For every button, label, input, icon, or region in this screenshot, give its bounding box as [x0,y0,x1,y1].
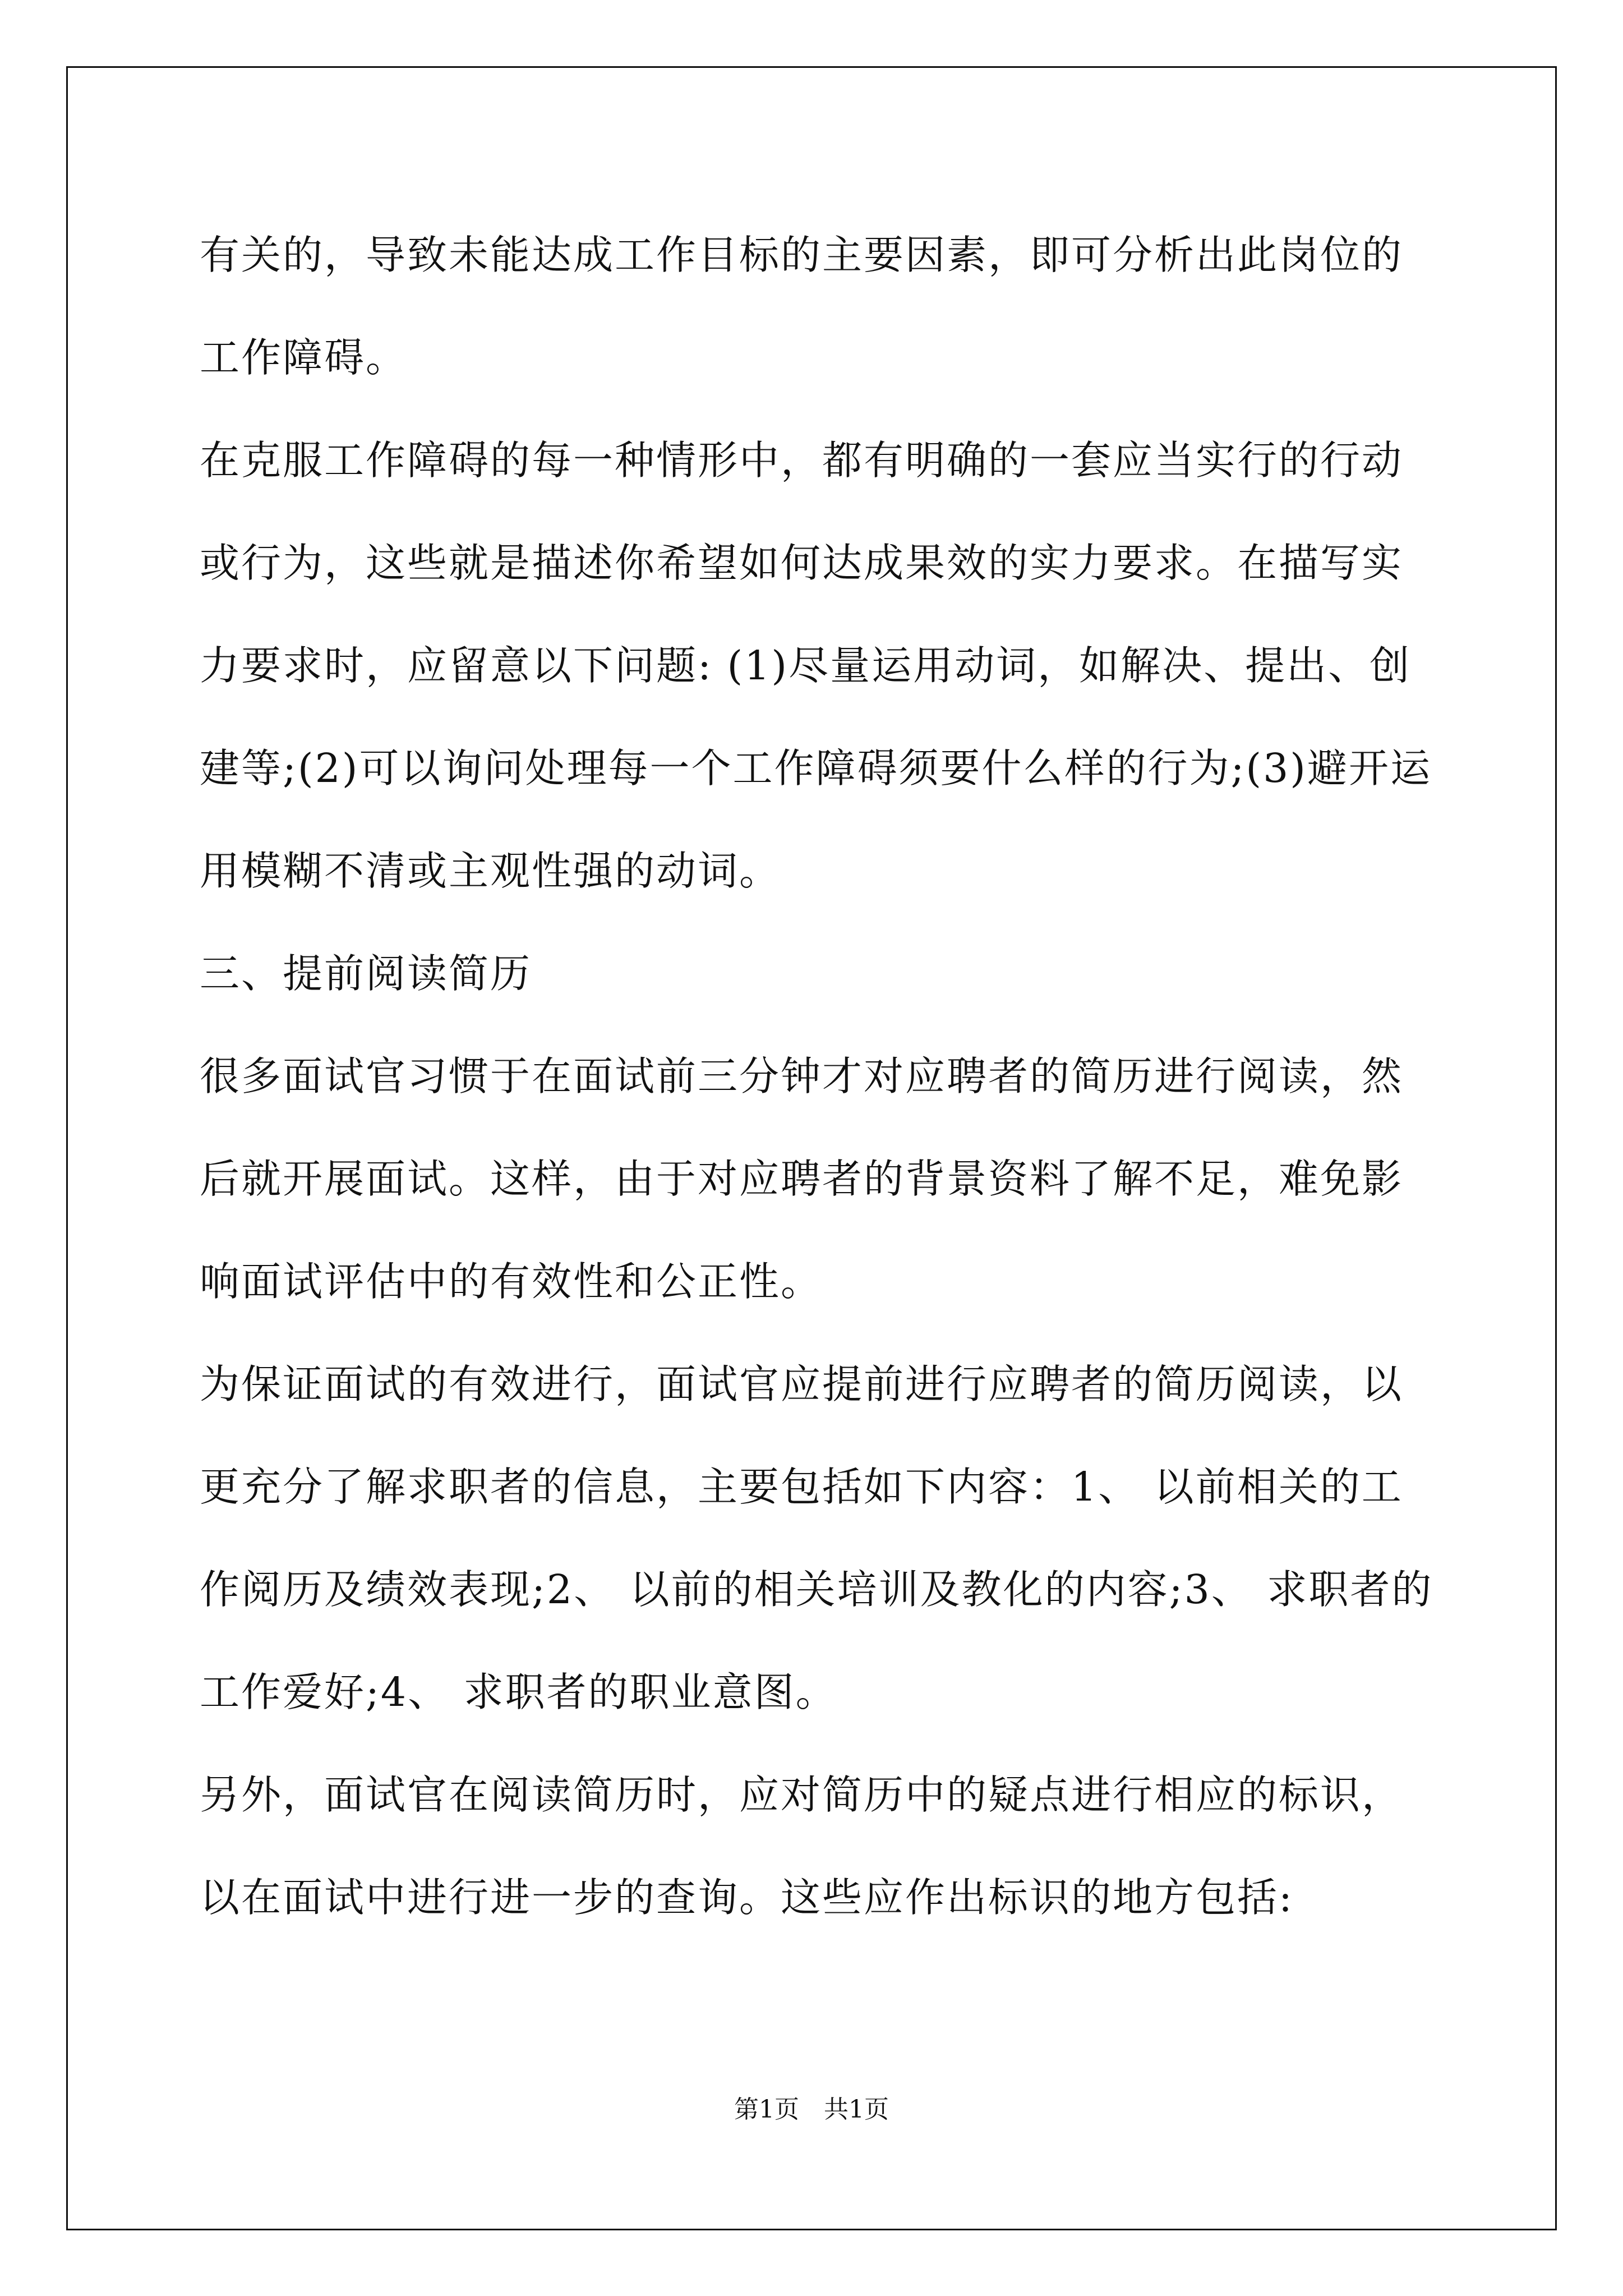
section-heading: 三、提前阅读简历 [200,950,532,997]
paragraph: 另外，面试官在阅读简历时，应对简历中的疑点进行相应的标识，以在面试中进行进一步的查询。这些应作出标识的地方包括: [200,1772,1404,1921]
page-number-footer: 第1页 共1页 [734,2095,889,2124]
document-body [200,204,1433,1949]
paragraph: 有关的，导致未能达成工作目标的主要因素，即可分析出此岗位的工作障碍。 [200,232,1404,381]
paragraph: 很多面试官习惯于在面试前三分钟才对应聘者的简历进行阅读，然后就开展面试。这样，由于对应聘者的背景资料了解不足，难免影响面试评估中的有效性和公正性。 [200,1053,1404,1305]
paragraph: 为保证面试的有效进行，面试官应提前进行应聘者的简历阅读，以更充分了解求职者的信息，主要包括如下内容：1、 以前相关的工作阅历及绩效表现;2、 以前的相关培训及教化的内容;3、 求职者的工作爱好;4、 求职者的职业意图。 [200,1361,1433,1715]
paragraph: 在克服工作障碍的每一种情形中，都有明确的一套应当实行的行动或行为，这些就是描述你希望如何达成果效的实力要求。在描写实力要求时，应留意以下问题: (1)尽量运用动词，如解决、提出、创建等;(2)可以询问处理每一个工作障碍须要什么样的行为;(3)避开运用模糊不清或主观性强的动词。 [200,437,1432,894]
